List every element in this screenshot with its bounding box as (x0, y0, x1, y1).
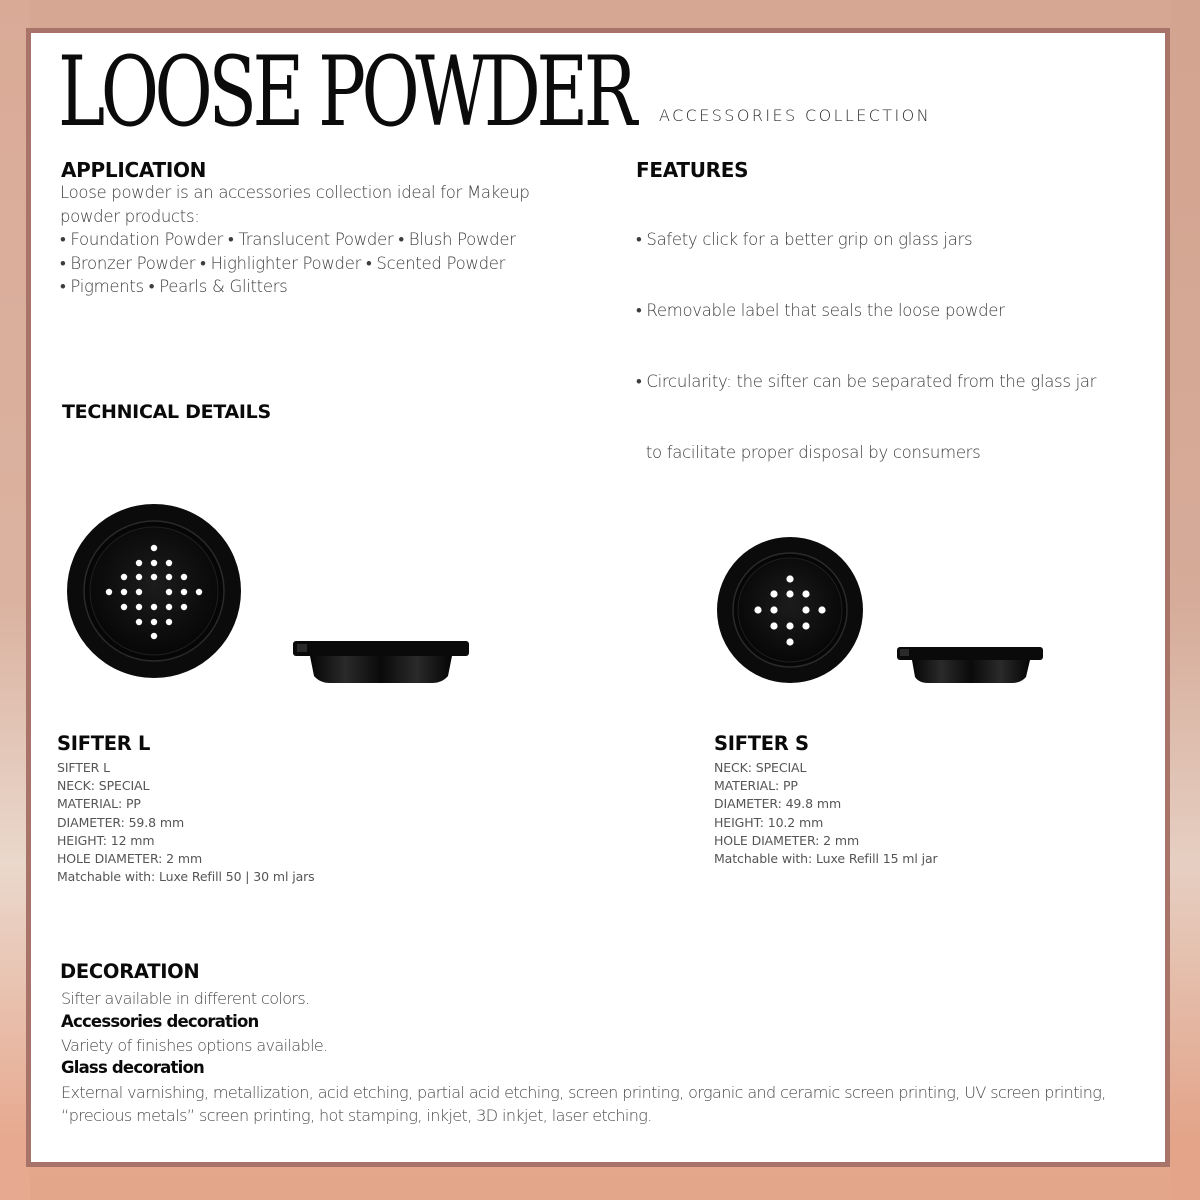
sifter-large-top-view-image (66, 503, 242, 679)
spec-line: Matchable with: Luxe Refill 15 ml jar (714, 851, 938, 867)
sifter-small-top-view-image (716, 536, 864, 684)
spec-line: NECK: SPECIAL (714, 760, 807, 775)
spec-line: HEIGHT: 10.2 mm (714, 814, 824, 830)
page-title: LOOSE POWDER (58, 36, 633, 148)
sifter-small-side-view-image (896, 645, 1044, 684)
application-text (60, 181, 530, 299)
sifter-s-specs (714, 759, 938, 868)
spec-line: MATERIAL: PP (714, 778, 798, 794)
accessories-decoration-heading: Accessories decoration (61, 1012, 259, 1031)
sifter-s-title: SIFTER S (714, 732, 809, 755)
sifter-l-specs (57, 759, 315, 886)
feature-line: • Removable label that seals the loose powder (636, 300, 1005, 320)
spec-line: MATERIAL: PP (57, 796, 141, 812)
accessories-decoration-text: Variety of finishes options available. (61, 1036, 328, 1055)
spec-line: Matchable with: Luxe Refill 50 | 30 ml jars (57, 869, 315, 885)
decoration-intro: Sifter available in different colors. (61, 989, 310, 1008)
features-text (636, 181, 1096, 488)
sifter-large-side-view-image (292, 638, 470, 684)
feature-line: • Safety click for a better grip on glass jars (636, 230, 973, 250)
glass-decoration-text: External varnishing, metallization, acid etching, partial acid etching, screen printing, organic and ceramic screen printing, UV screen printing, “precious metals” screen printing, hot stamping, inkjet, 3D inkjet, laser etching. (61, 1083, 1106, 1125)
spec-line: DIAMETER: 49.8 mm (714, 796, 842, 812)
application-line: powder products: (60, 206, 200, 226)
decoration-heading: DECORATION (60, 960, 200, 983)
spec-line: HOLE DIAMETER: 2 mm (714, 832, 860, 848)
page-subtitle: ACCESSORIES COLLECTION (659, 106, 931, 125)
spec-line: HEIGHT: 12 mm (57, 832, 155, 848)
sifter-l-title: SIFTER L (57, 732, 151, 755)
technical-details-heading: TECHNICAL DETAILS (62, 401, 271, 423)
application-line: • Pigments • Pearls & Glitters (60, 277, 288, 297)
spec-line: NECK: SPECIAL (57, 778, 150, 794)
application-heading: APPLICATION (61, 158, 207, 182)
application-line: • Bronzer Powder • Highlighter Powder • Scented Powder (60, 253, 506, 273)
application-line: • Foundation Powder • Translucent Powder • Blush Powder (60, 230, 516, 250)
feature-line: to facilitate proper disposal by consumers (636, 442, 981, 462)
spec-line: DIAMETER: 59.8 mm (57, 814, 185, 830)
application-line: Loose powder is an accessories collection ideal for Makeup (60, 183, 530, 202)
features-heading: FEATURES (636, 158, 749, 182)
feature-line: • Circularity: the sifter can be separated from the glass jar (636, 371, 1097, 391)
glass-decoration-heading: Glass decoration (61, 1058, 204, 1077)
spec-line: HOLE DIAMETER: 2 mm (57, 851, 203, 867)
spec-line: SIFTER L (57, 760, 110, 775)
background-right-edge (1170, 0, 1200, 1200)
